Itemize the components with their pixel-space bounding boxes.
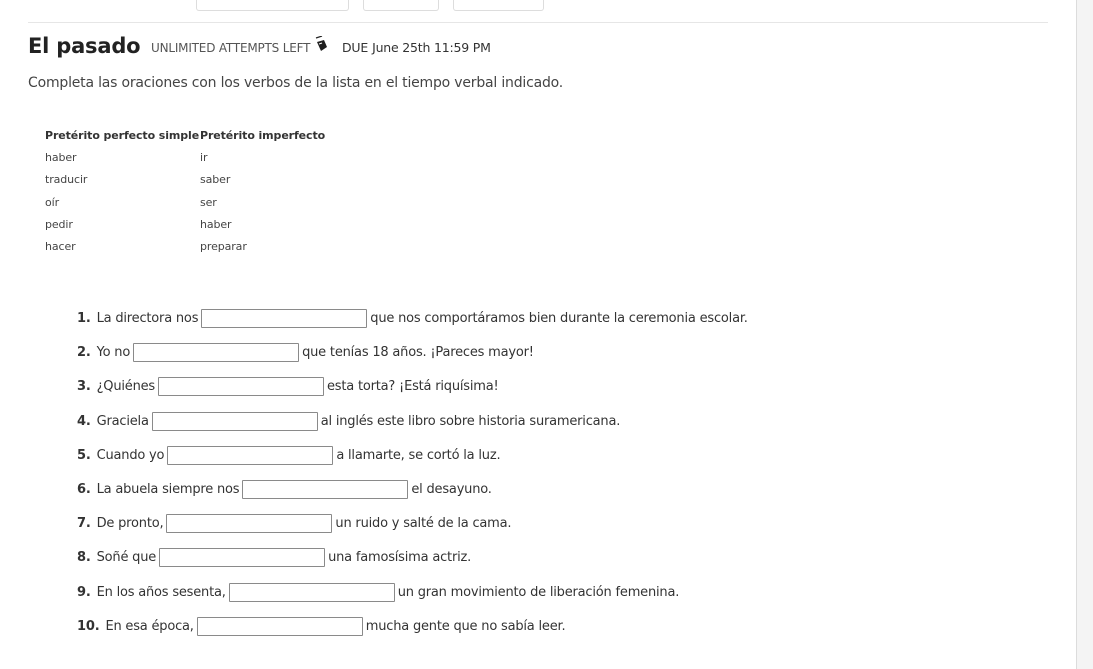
verb-item: ser	[200, 195, 217, 209]
question-2	[77, 342, 534, 362]
question-text-before: Cuando yo	[96, 447, 165, 463]
answer-input-3[interactable]	[158, 377, 324, 396]
question-text-before: ¿Quiénes	[96, 378, 155, 394]
question-text-before: De pronto,	[96, 515, 164, 531]
answer-input-6[interactable]	[242, 480, 408, 499]
answer-input-2[interactable]	[133, 343, 299, 362]
question-text-before: En esa época,	[105, 618, 194, 634]
vertical-scrollbar[interactable]	[1076, 0, 1093, 669]
question-text-after: un ruido y salté de la cama.	[335, 515, 512, 531]
answer-input-9[interactable]	[229, 583, 395, 602]
question-text-after: esta torta? ¡Está riquísima!	[327, 378, 499, 394]
question-number: 9.	[77, 584, 91, 600]
question-number: 8.	[77, 549, 91, 565]
question-text-after: el desayuno.	[411, 481, 492, 497]
question-8	[77, 547, 471, 567]
instructions: Completa las oraciones con los verbos de la lista en el tiempo verbal indicado.	[28, 75, 564, 91]
verb-item: saber	[200, 173, 231, 187]
due-label: DUE	[342, 40, 369, 55]
question-text-after: al inglés este libro sobre historia suramericana.	[320, 413, 621, 429]
due-date-info	[342, 40, 491, 55]
verb-item: traducir	[45, 173, 88, 187]
question-5	[77, 445, 500, 465]
verb-item: ir	[200, 151, 208, 164]
toolbar-button-1[interactable]	[196, 0, 349, 11]
question-text-before: Soñé que	[96, 549, 157, 565]
question-text-before: En los años sesenta,	[96, 584, 226, 600]
toolbar-button-2[interactable]	[363, 0, 439, 11]
verb-column-preterito-perfecto	[45, 128, 199, 261]
question-number: 3.	[77, 378, 91, 394]
page-title: El pasado	[28, 34, 141, 58]
question-6	[77, 479, 492, 499]
answer-input-8[interactable]	[159, 548, 325, 567]
answer-input-10[interactable]	[197, 617, 363, 636]
question-number: 7.	[77, 515, 91, 531]
question-text-after: que nos comportáramos bien durante la ceremonia escolar.	[370, 310, 748, 326]
question-3	[77, 376, 499, 396]
mouse-cursor-icon	[313, 36, 329, 54]
question-number: 4.	[77, 413, 91, 429]
question-1	[77, 308, 748, 328]
verb-item: pedir	[45, 217, 73, 231]
verb-item: preparar	[200, 240, 247, 254]
verb-item: hacer	[45, 240, 76, 254]
verb-column-preterito-imperfecto	[200, 128, 325, 261]
question-text-before: Graciela	[96, 413, 149, 429]
question-text-before: La abuela siempre nos	[96, 481, 240, 497]
toolbar-button-3[interactable]	[453, 0, 544, 11]
question-text-after: mucha gente que no sabía leer.	[365, 618, 566, 634]
column-header: Pretérito imperfecto	[200, 129, 326, 142]
question-text-after: un gran movimiento de liberación femenina.	[397, 584, 680, 600]
question-9	[77, 582, 679, 602]
answer-input-1[interactable]	[201, 309, 367, 328]
question-text-before: La directora nos	[96, 310, 199, 326]
question-number: 5.	[77, 447, 91, 463]
question-text-after: una famosísima actriz.	[328, 549, 472, 565]
verb-item: oír	[45, 195, 60, 209]
question-number: 10.	[77, 618, 100, 634]
header-divider	[28, 22, 1048, 23]
question-4	[77, 411, 620, 431]
question-number: 1.	[77, 310, 91, 326]
question-text-before: Yo no	[96, 344, 131, 360]
question-7	[77, 513, 511, 533]
answer-input-4[interactable]	[152, 412, 318, 431]
question-text-after: que tenías 18 años. ¡Pareces mayor!	[302, 344, 534, 360]
due-date: June 25th 11:59 PM	[372, 40, 491, 55]
question-number: 6.	[77, 481, 91, 497]
verb-item: haber	[45, 151, 77, 164]
question-number: 2.	[77, 344, 91, 360]
verb-item: haber	[200, 217, 232, 231]
answer-input-5[interactable]	[167, 446, 333, 465]
question-text-after: a llamarte, se cortó la luz.	[336, 447, 501, 463]
question-10	[77, 616, 565, 636]
attempts-left: UNLIMITED ATTEMPTS LEFT	[151, 41, 311, 55]
answer-input-7[interactable]	[166, 514, 332, 533]
column-header: Pretérito perfecto simple	[45, 129, 200, 142]
